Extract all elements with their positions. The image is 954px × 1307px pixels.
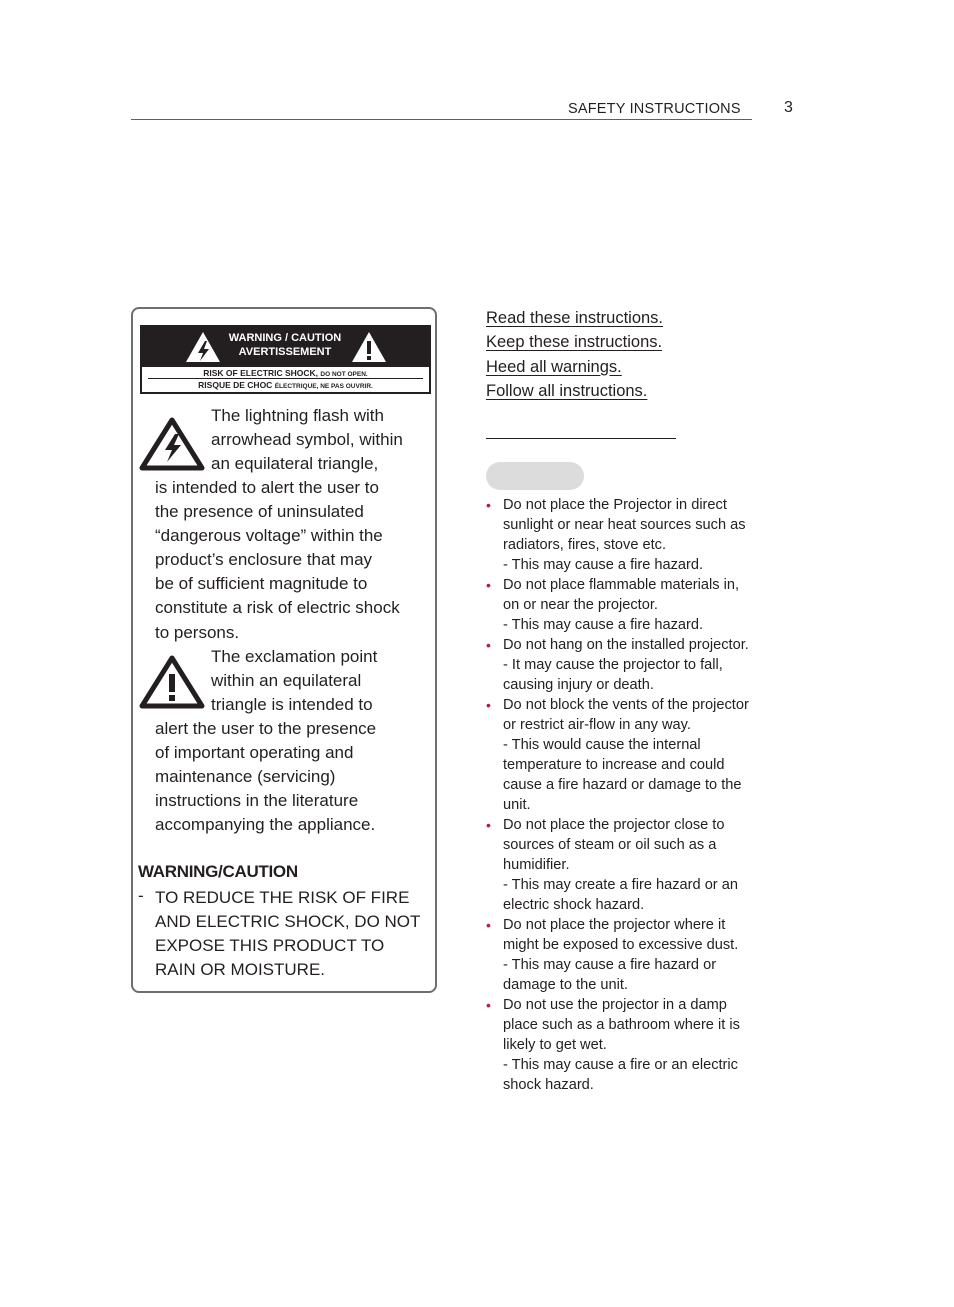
warning-text [155, 886, 420, 982]
item-note: - This may cause a fire hazard. [503, 617, 704, 633]
item-line: sources of steam or oil such as a [503, 837, 717, 853]
text-line: is intended to alert the user to [155, 478, 379, 497]
lightning-text [155, 476, 400, 645]
text-line: “dangerous voltage” within the [155, 526, 383, 546]
list-item [486, 915, 786, 995]
read-instructions-list [486, 306, 663, 403]
bullet-icon: • [486, 817, 491, 833]
item-line: Do not place the projector close to [503, 817, 725, 833]
note-line: - This may create a fire hazard or an [503, 877, 738, 893]
note-line: - It may cause the projector to fall, [503, 657, 723, 673]
text-line: TO REDUCE THE RISK OF FIRE [155, 888, 410, 907]
instruction-line: Follow all instructions. [486, 381, 648, 400]
text-line: The exclamation point [211, 647, 378, 666]
text-line: alert the user to the presence [155, 719, 377, 738]
item-line: humidifier. [503, 857, 570, 873]
risk-french-small: ÉLECTRIQUE, NE PAS OUVRIR. [274, 383, 373, 390]
text-line: maintenance (servicing) [155, 767, 336, 787]
item-line: Do not place flammable materials in, [503, 577, 740, 593]
item-note [503, 735, 786, 815]
exclamation-triangle-icon [350, 330, 388, 364]
note-line: damage to the unit. [503, 977, 628, 993]
text-line: an equilateral triangle, [211, 454, 379, 474]
caution-tag [486, 462, 584, 490]
lightning-text-indented [211, 404, 403, 476]
list-item [486, 575, 786, 635]
bullet-icon: • [486, 497, 491, 513]
note-line: cause a fire hazard or damage to the [503, 777, 742, 793]
exclamation-point-icon [138, 654, 206, 710]
text-line: to persons. [155, 622, 240, 642]
text-line: instructions in the literature [155, 791, 359, 811]
note-line: electric shock hazard. [503, 897, 645, 913]
item-line: Do not place the projector where it [503, 917, 726, 933]
bullet-icon: • [486, 697, 491, 713]
warning-label-line1: WARNING / CAUTION [228, 332, 342, 344]
note-line: shock hazard. [503, 1077, 594, 1093]
item-line: Do not block the vents of the projector [503, 697, 749, 713]
bullet-icon: • [486, 637, 491, 653]
item-line: Do not use the projector in a damp [503, 997, 727, 1013]
warning-label-line2: AVERTISSEMENT [238, 346, 332, 358]
page-number: 3 [784, 99, 793, 116]
exclamation-text [155, 717, 376, 837]
text-line: constitute a risk of electric shock [155, 598, 400, 618]
item-line: Do not hang on the installed projector. [503, 637, 749, 653]
text-line: triangle is intended to [211, 695, 373, 715]
safety-items-list [486, 495, 786, 1095]
text-line: of important operating and [155, 743, 354, 763]
item-note [503, 955, 786, 995]
risk-shock-french [142, 379, 429, 391]
item-line: sunlight or near heat sources such as [503, 517, 746, 533]
bullet-icon: • [486, 997, 491, 1013]
item-note [503, 655, 786, 695]
item-note: - This may cause a fire hazard. [503, 557, 704, 573]
text-line: accompanying the appliance. [155, 815, 376, 835]
text-line: The lightning flash with [211, 406, 384, 425]
risk-english-small: DO NOT OPEN. [320, 371, 368, 378]
text-line: EXPOSE THIS PRODUCT TO [155, 936, 385, 956]
text-line: product’s enclosure that may [155, 550, 373, 570]
item-line: might be exposed to excessive dust. [503, 937, 739, 953]
item-line: radiators, fires, stove etc. [503, 537, 667, 553]
text-line: within an equilateral [211, 671, 362, 691]
bullet-icon: • [486, 917, 491, 933]
item-note [503, 875, 786, 915]
note-line: - This would cause the internal [503, 737, 701, 753]
note-line: unit. [503, 797, 531, 813]
note-line: temperature to increase and could [503, 757, 725, 773]
section-title: SAFETY INSTRUCTIONS [568, 101, 741, 117]
list-item [486, 495, 786, 575]
risk-french-main: RISQUE DE CHOC [198, 380, 273, 390]
instruction-line: Read these instructions. [486, 309, 664, 327]
list-item [486, 695, 786, 815]
risk-english-main: RISK OF ELECTRIC SHOCK, [203, 368, 319, 378]
item-line: likely to get wet. [503, 1037, 607, 1053]
list-item [486, 635, 786, 695]
warning-label [140, 325, 431, 394]
text-line: the presence of uninsulated [155, 502, 364, 522]
list-item [486, 995, 786, 1095]
text-line: arrowhead symbol, within [211, 430, 403, 450]
text-line: be of sufficient magnitude to [155, 574, 368, 594]
item-line: place such as a bathroom where it is [503, 1017, 740, 1033]
note-line: - This may cause a fire or an electric [503, 1057, 738, 1073]
text-line: AND ELECTRIC SHOCK, DO NOT [155, 912, 421, 932]
item-line: Do not place the Projector in direct [503, 497, 727, 513]
header-rule [131, 119, 752, 120]
item-line: or restrict air-flow in any way. [503, 717, 691, 733]
lightning-flash-icon [138, 416, 206, 472]
item-line: on or near the projector. [503, 597, 658, 613]
text-line: RAIN OR MOISTURE. [155, 960, 326, 980]
note-line: - This may cause a fire hazard or [503, 957, 717, 973]
instruction-line: Keep these instructions. [486, 333, 663, 352]
warning-label-banner [142, 327, 429, 367]
bullet-icon: • [486, 577, 491, 593]
exclamation-text-indented [211, 645, 377, 717]
instruction-line: Heed all warnings. [486, 357, 622, 376]
item-note [503, 1055, 786, 1095]
section-rule [486, 438, 676, 439]
warning-dash: - [138, 886, 144, 905]
note-line: causing injury or death. [503, 677, 654, 693]
lightning-triangle-icon [184, 330, 222, 364]
list-item [486, 815, 786, 915]
warning-heading: WARNING/CAUTION [138, 862, 298, 881]
